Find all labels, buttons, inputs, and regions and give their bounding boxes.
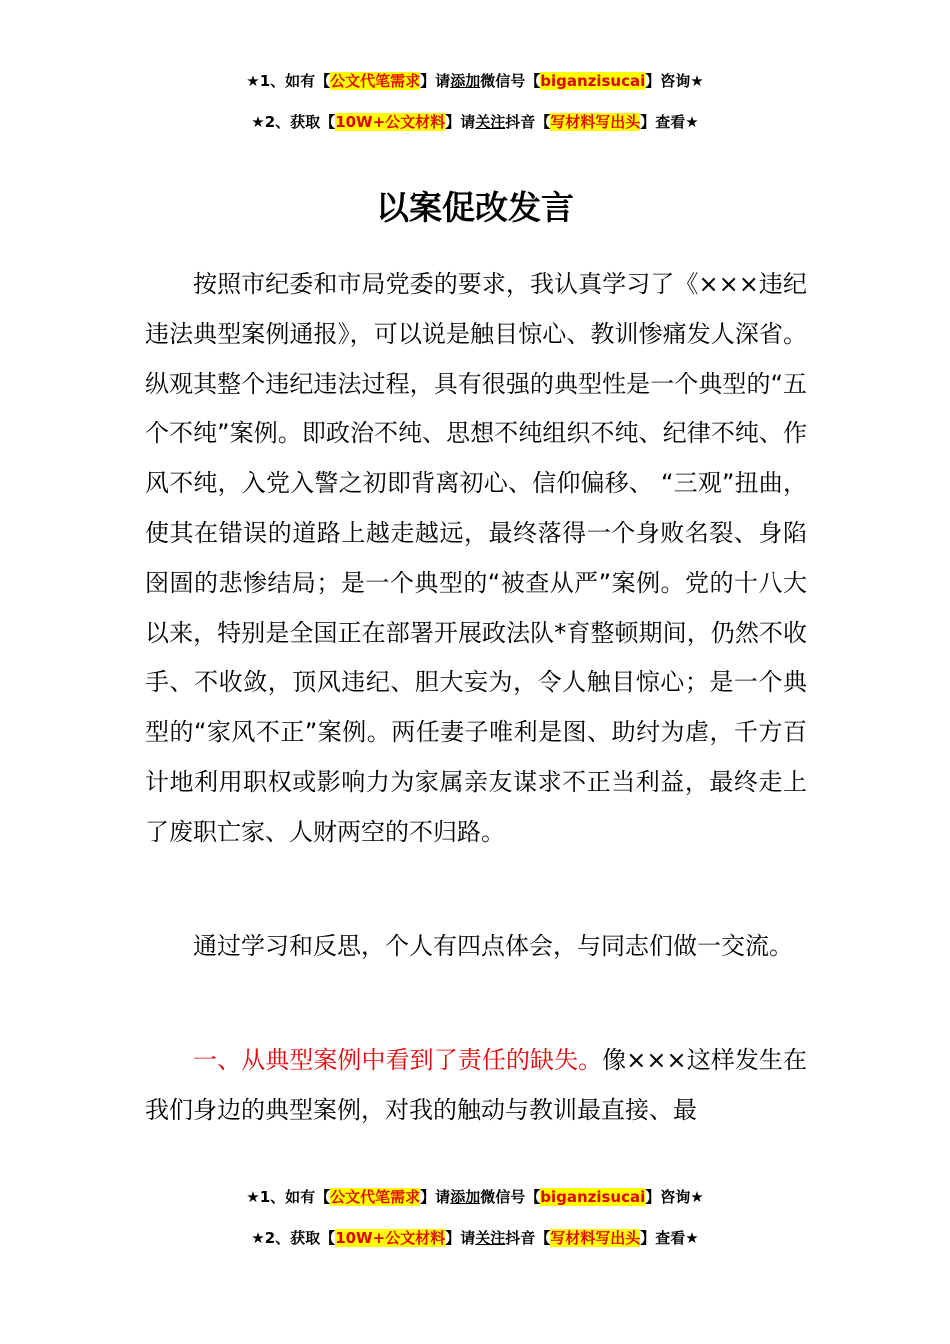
highlight-douyin-id: 写材料写出头 <box>550 113 641 131</box>
promo-line-2-top: ★2、获取【10W+公文材料】请关注抖音【写材料写出头】查看★ <box>251 113 699 131</box>
promo-line-1-bottom: ★1、如有【公文代笔需求】请添加微信号【biganzisucai】咨询★ <box>246 1188 704 1206</box>
body-paragraph-3: 一、从典型案例中看到了责任的缺失。像×××这样发生在我们身边的典型案例，对我的触动与教训最直接、最 <box>145 1046 807 1124</box>
section-heading-1: 一、从典型案例中看到了责任的缺失。 <box>193 1046 603 1074</box>
promo-line-2-bottom: ★2、获取【10W+公文材料】请关注抖音【写材料写出头】查看★ <box>251 1229 699 1247</box>
body-paragraph-1: 按照市纪委和市局党委的要求，我认真学习了《×××违纪违法典型案例通报》，可以说是触目惊心、教训惨痛发人深省。纵观其整个违纪违法过程，具有很强的典型性是一个典型的“五个不纯”案例。即政治不纯、思想不纯组织不纯、纪律不纯、作风不纯，入党入警之初即背离初心、信仰偏移、 “三观”扭曲，使其在错误的道路上越走越远，最终落得一个身败名裂、身陷囹圄的悲惨结局；是一个典型的“被查从严”案例。党的十八大以来，特别是全国正在部署开展政法队*育整顿期间，仍然不收手、不收敛，顶风违纪、胆大妄为，令人触目惊心；是一个典型的“家风不正”案例。两任妻子唯利是图、助纣为虐，千方百计地利用职权或影响力为家属亲友谋求不正当利益，最终走上了废职亡家、人财两空的不归路。 <box>145 270 807 846</box>
highlight-service: 公文代笔需求 <box>330 72 421 90</box>
highlight-materials: 10W+公文材料 <box>335 113 446 131</box>
promo-line-1-top: ★1、如有【公文代笔需求】请添加微信号【biganzisucai】咨询★ <box>246 72 704 90</box>
body-paragraph-2: 通过学习和反思，个人有四点体会，与同志们做一交流。 <box>193 932 793 960</box>
document-title: 以案促改发言 <box>376 188 574 227</box>
highlight-wechat-id: biganzisucai <box>540 72 646 90</box>
